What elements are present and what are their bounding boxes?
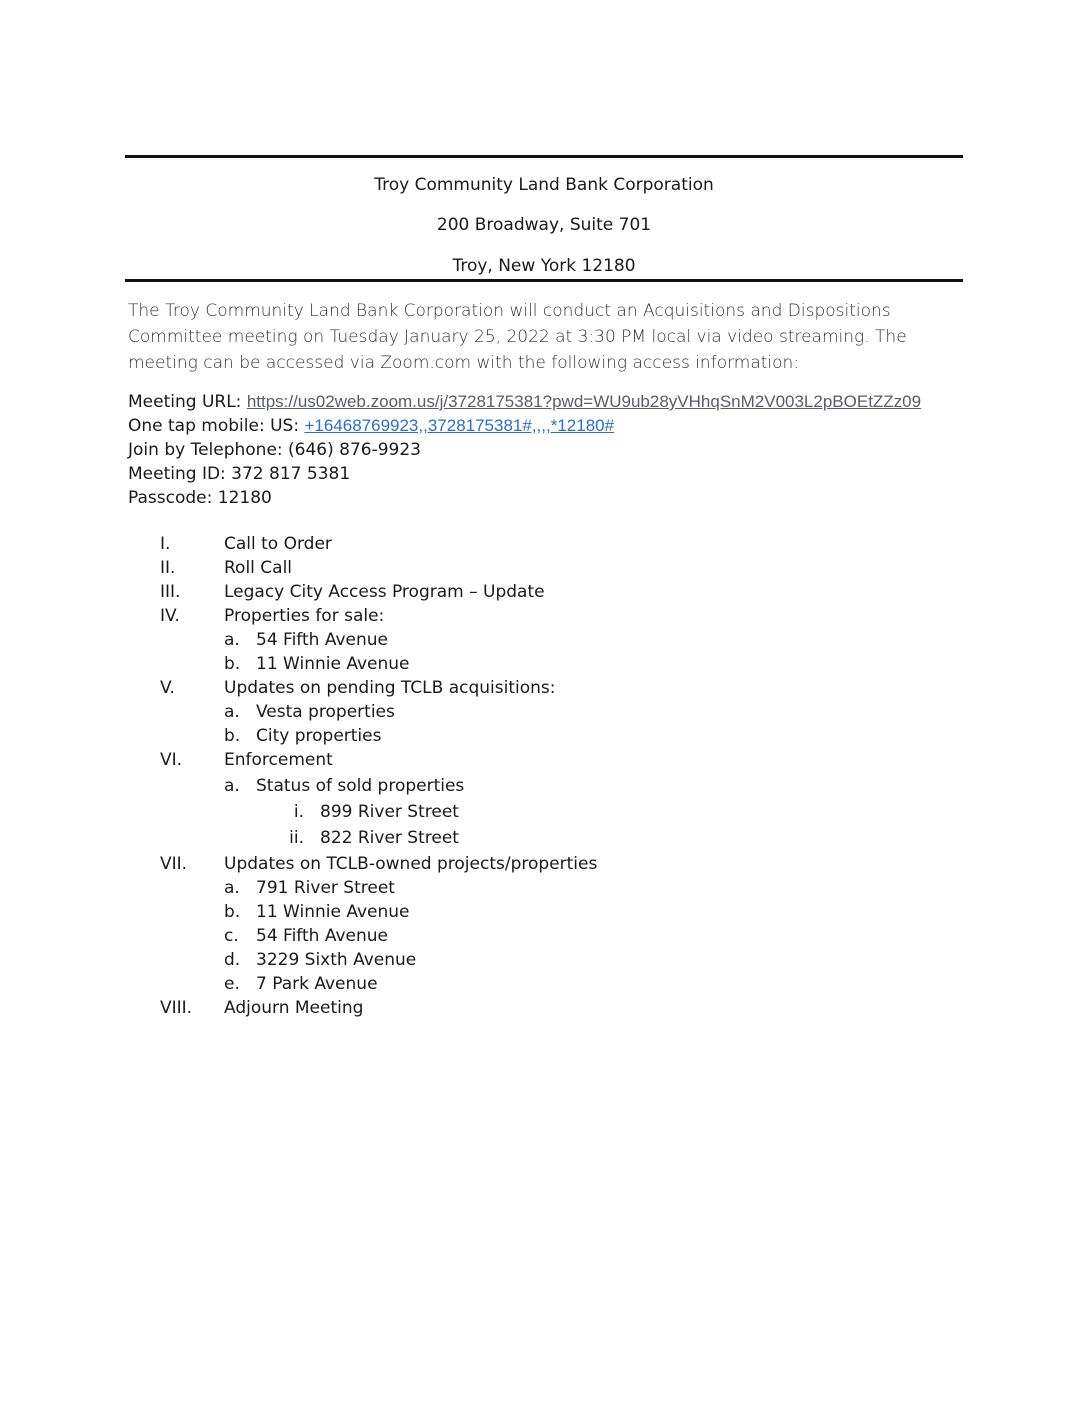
agenda-list [0, 532, 1088, 1020]
agenda-item-number: III. [160, 582, 181, 602]
agenda-item [0, 852, 1088, 876]
agenda-item-number: VIII. [160, 998, 193, 1018]
agenda-item-text: Enforcement [224, 750, 333, 770]
one-tap-mobile-label: One tap mobile: US: [128, 416, 305, 436]
agenda-subitem-letter: c. [224, 926, 239, 946]
agenda-subitem [0, 652, 1088, 676]
agenda-subitem [0, 972, 1088, 996]
agenda-subitem-letter: a. [224, 878, 240, 898]
agenda-subitem-text: 791 River Street [256, 878, 395, 898]
agenda-item [0, 532, 1088, 556]
organization-city: Troy, New York 12180 [452, 256, 636, 276]
agenda-subitem-letter: b. [224, 902, 241, 922]
agenda-subsubitem-numeral: ii. [289, 828, 304, 848]
agenda-item-text: Call to Order [224, 534, 332, 554]
agenda-subitem-text: 54 Fifth Avenue [256, 630, 388, 650]
agenda-subitem-letter: b. [224, 654, 241, 674]
agenda-subitem-letter: e. [224, 974, 240, 994]
agenda-subsubitem-text: 899 River Street [320, 802, 459, 822]
agenda-subitem [0, 924, 1088, 948]
agenda-item-text: Legacy City Access Program – Update [224, 582, 545, 602]
agenda-subitem-text: 7 Park Avenue [256, 974, 378, 994]
agenda-item-number: IV. [160, 606, 180, 626]
one-tap-mobile-link[interactable]: +16468769923,,3728175381#,,,,*12180# [304, 416, 615, 435]
meeting-url-label: Meeting URL: [128, 392, 247, 412]
agenda-subitem [0, 900, 1088, 924]
agenda-subitem [0, 876, 1088, 900]
agenda-subitem-letter: a. [224, 702, 240, 722]
header-top-rule [125, 155, 963, 158]
agenda-subitem [0, 628, 1088, 652]
agenda-subitem [0, 948, 1088, 972]
agenda-item [0, 604, 1088, 628]
agenda-item [0, 996, 1088, 1020]
agenda-subitem-text: 3229 Sixth Avenue [256, 950, 417, 970]
organization-address: 200 Broadway, Suite 701 [436, 215, 652, 235]
agenda-item [0, 676, 1088, 700]
agenda-subitem-text: 11 Winnie Avenue [256, 902, 410, 922]
agenda-item-text: Updates on pending TCLB acquisitions: [224, 678, 556, 698]
agenda-item-text: Adjourn Meeting [224, 998, 364, 1018]
access-info [128, 390, 988, 510]
agenda-item [0, 580, 1088, 604]
agenda-subitem [0, 774, 1088, 798]
agenda-item-text: Roll Call [224, 558, 293, 578]
meeting-url-row [128, 390, 988, 414]
agenda-item-text: Updates on TCLB-owned projects/properties [224, 854, 598, 874]
agenda-subsubitem [0, 800, 1088, 824]
agenda-subitem-text: 54 Fifth Avenue [256, 926, 388, 946]
agenda-subitem-text: City properties [256, 726, 382, 746]
telephone-row: Join by Telephone: (646) 876-9923 [128, 440, 422, 460]
meeting-url-link[interactable]: https://us02web.zoom.us/j/3728175381?pwd=WU9ub28yVHhqSnM2V003L2pBOEtZZz09 [246, 392, 922, 411]
agenda-item-number: VII. [160, 854, 188, 874]
agenda-subitem-text: Status of sold properties [256, 776, 465, 796]
one-tap-mobile-row [128, 414, 988, 438]
agenda-subitem-text: Vesta properties [256, 702, 395, 722]
agenda-subitem-letter: a. [224, 776, 240, 796]
agenda-subitem-letter: a. [224, 630, 240, 650]
agenda-item-text: Properties for sale: [224, 606, 385, 626]
agenda-subitem-letter: b. [224, 726, 241, 746]
intro-paragraph: The Troy Community Land Bank Corporation will conduct an Acquisitions and Dispositions Committee meeting on Tuesday January 25, 2022 at 3:30 PM local via video streaming. The meeting can be accessed via Zoom.com with the following access information: [128, 301, 907, 373]
agenda-subitem [0, 700, 1088, 724]
agenda-item-number: VI. [160, 750, 183, 770]
agenda-item-number: II. [160, 558, 176, 578]
passcode-row: Passcode: 12180 [128, 488, 272, 508]
agenda-subitem-text: 11 Winnie Avenue [256, 654, 410, 674]
agenda-subsubitem-text: 822 River Street [320, 828, 459, 848]
agenda-subitem-letter: d. [224, 950, 241, 970]
agenda-item [0, 748, 1088, 772]
agenda-subsubitem-numeral: i. [293, 802, 304, 822]
meeting-id-row: Meeting ID: 372 817 5381 [128, 464, 351, 484]
agenda-subitem [0, 724, 1088, 748]
agenda-item-number: V. [160, 678, 175, 698]
agenda-item-number: I. [160, 534, 171, 554]
agenda-item [0, 556, 1088, 580]
header-bottom-rule [125, 279, 963, 282]
organization-name: Troy Community Land Bank Corporation [374, 175, 714, 195]
agenda-subsubitem [0, 826, 1088, 850]
